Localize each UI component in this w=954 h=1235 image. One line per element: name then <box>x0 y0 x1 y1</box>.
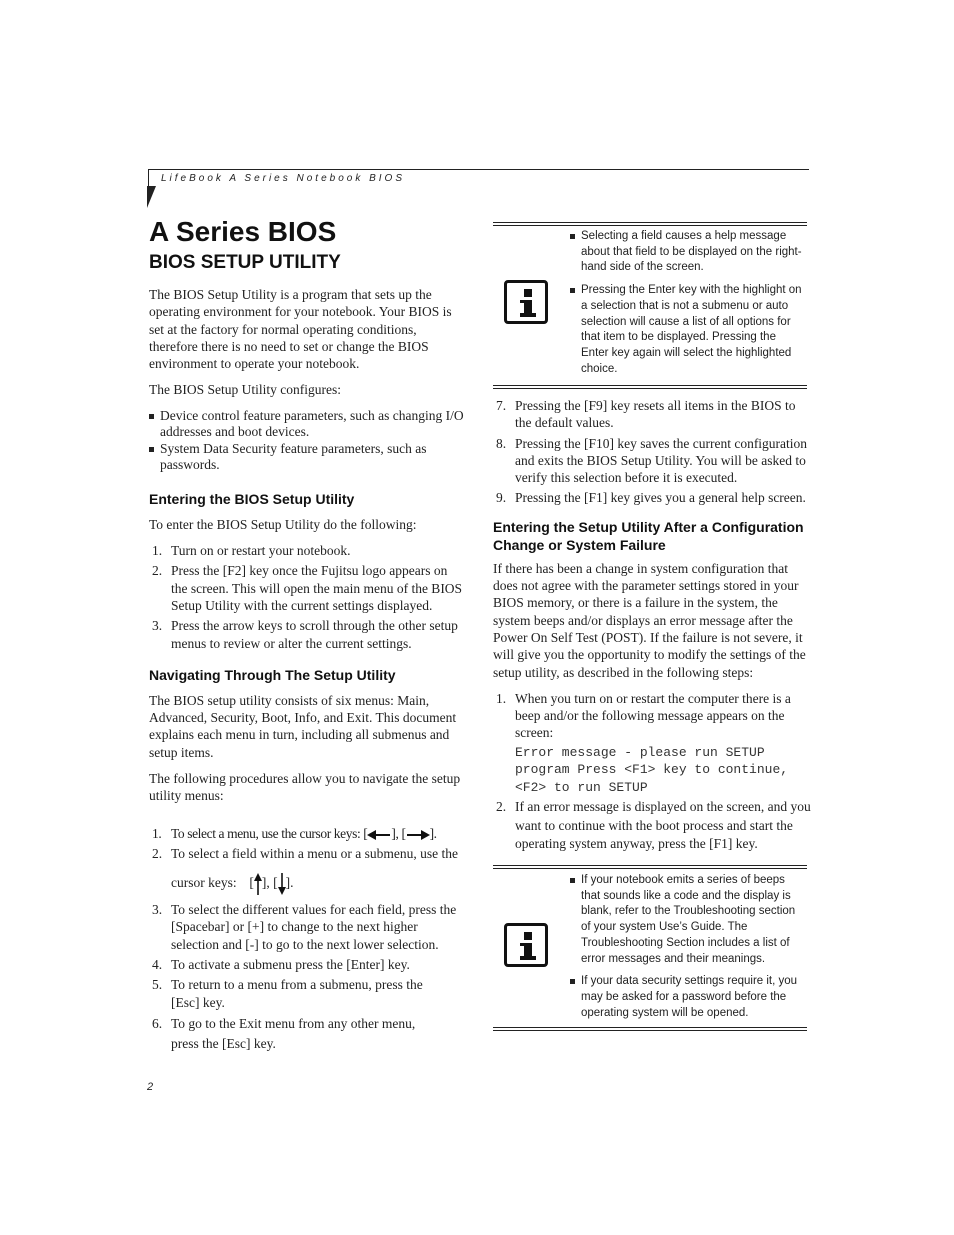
step-text: Pressing the [F10] key saves the current configuration and exits the BIOS Setup Utility. You will be asked to verify this selection before it is executed. <box>515 435 808 486</box>
step-text: Turn on or restart your notebook. <box>171 543 351 559</box>
step-number: 1. <box>152 543 163 559</box>
step-text: Press the [F2] key once the Fujitsu logo appears on the screen. This will open the main menu of the BIOS Setup Utility with the current settings displayed. <box>171 563 463 613</box>
list-item <box>149 562 465 614</box>
list-item <box>149 542 465 559</box>
list-item <box>149 901 465 953</box>
list-item <box>493 798 811 854</box>
right-arrow-icon <box>406 830 430 840</box>
configures-list <box>149 408 465 474</box>
header-wedge <box>147 186 156 208</box>
step-text: Press the arrow keys to scroll through the other setup menus to review or alter the current settings. <box>171 618 458 651</box>
step-number: 3. <box>152 618 163 634</box>
note-bottom-rule <box>493 1027 807 1031</box>
navigating-steps <box>149 825 465 1054</box>
step-number: 6. <box>152 1015 163 1031</box>
step-number: 4. <box>152 957 163 973</box>
left-arrow-icon <box>367 830 391 840</box>
step-number: 2. <box>496 799 507 815</box>
bracket: ]. <box>285 875 294 891</box>
step-number: 1. <box>152 825 162 841</box>
list-item <box>493 690 811 796</box>
note-1-list <box>570 229 802 377</box>
bracket: ], <box>391 825 399 841</box>
step-number: 8. <box>496 435 507 451</box>
step-text: To go to the Exit menu from any other menu, press the [Esc] key. <box>171 1015 416 1051</box>
list-item <box>149 825 465 842</box>
configures-intro: The BIOS Setup Utility configures: <box>149 382 341 398</box>
list-item <box>149 1014 465 1054</box>
step-number: 1. <box>496 690 507 706</box>
bracket: ], <box>261 875 270 891</box>
entering-heading: Entering the BIOS Setup Utility <box>149 490 355 507</box>
note-2-list <box>570 873 802 1021</box>
list-item <box>493 435 811 487</box>
info-icon <box>504 280 548 324</box>
note-box-1 <box>493 222 807 390</box>
note-item: Pressing the Enter key with the highlight on a selection that is not a submenu or auto selection will cause a list of all options for that item to be displayed. Pressing the Enter key again will select the highlighted choice. <box>570 283 802 377</box>
step-text: To select the different values for each field, press the [Spacebar] or [+] to change to the next higher selection and [-] to go to the next lower selection. <box>171 902 457 952</box>
note-bottom-rule <box>493 385 807 389</box>
page-number: 2 <box>147 1081 154 1093</box>
step-number: 2. <box>152 563 163 579</box>
intro-paragraph: The BIOS Setup Utility is a program that sets up the operating environment for your notebook. Your BIOS is set at the factory for normal operating conditions, therefore there is no need to set or change the BIOS environment to operate your notebook. <box>149 287 452 372</box>
entering-intro: To enter the BIOS Setup Utility do the following: <box>149 516 417 532</box>
note-top-rule <box>493 865 807 869</box>
error-message-code: Error message - please run SETUP program Press <F1> key to continue, <F2> to run SETUP <box>515 744 789 795</box>
info-icon <box>504 923 548 967</box>
navigating-paragraph-2: The following procedures allow you to navigate the setup utility menus: <box>149 771 461 804</box>
step-number: 5. <box>152 977 163 993</box>
step-number: 2. <box>152 845 163 861</box>
note-top-rule <box>493 222 807 226</box>
step-text: cursor keys: <box>171 875 237 891</box>
step-text: To return to a menu from a submenu, press the [Esc] key. <box>171 977 423 1010</box>
header-rule <box>148 169 809 170</box>
running-header: LifeBook A Series Notebook BIOS <box>161 173 406 184</box>
left-column <box>149 214 465 1054</box>
list-item <box>493 489 811 506</box>
step-text: Pressing the [F9] key resets all items in the BIOS to the default values. <box>515 398 796 431</box>
section-title: BIOS SETUP UTILITY <box>149 252 341 273</box>
step-text: When you turn on or restart the computer there is a beep and/or the following message appears on the screen: <box>515 690 791 741</box>
bracket: [ <box>273 875 278 891</box>
note-item: Selecting a field causes a help message about that field to be displayed on the right-hand side of the screen. <box>570 229 802 276</box>
note-box-2 <box>493 865 807 1035</box>
failure-heading: Entering the Setup Utility After a Configuration Change or System Failure <box>493 518 804 553</box>
page-title: A Series BIOS <box>149 216 337 247</box>
entering-steps <box>149 542 465 652</box>
list-item: Device control feature parameters, such as changing I/O addresses and boot devices. <box>149 408 465 441</box>
bracket: [ <box>249 875 254 891</box>
step-number: 3. <box>152 902 163 918</box>
step-text: To activate a submenu press the [Enter] key. <box>171 957 410 973</box>
list-item <box>493 397 811 432</box>
note-item: If your data security settings require it, you may be asked for a password before the operating system will be opened. <box>570 974 802 1021</box>
note-item: If your notebook emits a series of beeps that sounds like a code and the display is blank, refer to the Troubleshooting section of your system Use’s Guide. The Troubleshooting Section includes a list of error messages and their meanings. <box>570 873 802 967</box>
failure-steps <box>493 690 811 854</box>
step-text: If an error message is displayed on the screen, and you want to continue with the boot process and start the operating system anyway, press the [F1] key. <box>515 799 811 852</box>
bracket: ]. <box>429 825 437 841</box>
failure-paragraph: If there has been a change in system configuration that does not agree with the parameter settings stored in your BIOS memory, or there is a failure in the system, the system beeps and/or displays an error message after the Power On Self Test (POST). If the failure is not severe, it will give you the opportunity to modify the settings of the setup utility, as described in the following steps: <box>493 560 806 680</box>
step-text: To select a menu, use the cursor keys: <box>171 825 361 841</box>
list-item <box>149 845 465 895</box>
navigating-paragraph-1: The BIOS setup utility consists of six menus: Main, Advanced, Security, Boot, Info, and Exit. This document explains each menu in turn, including all submenus and setup items. <box>149 692 457 760</box>
list-item: System Data Security feature parameters, such as passwords. <box>149 441 465 474</box>
bracket: [ <box>401 825 406 841</box>
step-number: 7. <box>496 398 507 413</box>
step-number: 9. <box>496 490 507 506</box>
navigating-heading: Navigating Through The Setup Utility <box>149 666 396 683</box>
list-item <box>149 956 465 973</box>
right-column-upper <box>493 397 811 854</box>
list-item <box>149 976 465 1011</box>
navigating-steps-continued <box>493 397 811 507</box>
list-item <box>149 617 465 652</box>
bracket: [ <box>363 825 368 841</box>
step-text: To select a field within a menu or a submenu, use the <box>171 845 458 861</box>
down-arrow-icon <box>278 873 286 895</box>
up-arrow-icon <box>254 873 262 895</box>
step-text: Pressing the [F1] key gives you a general help screen. <box>515 490 806 506</box>
